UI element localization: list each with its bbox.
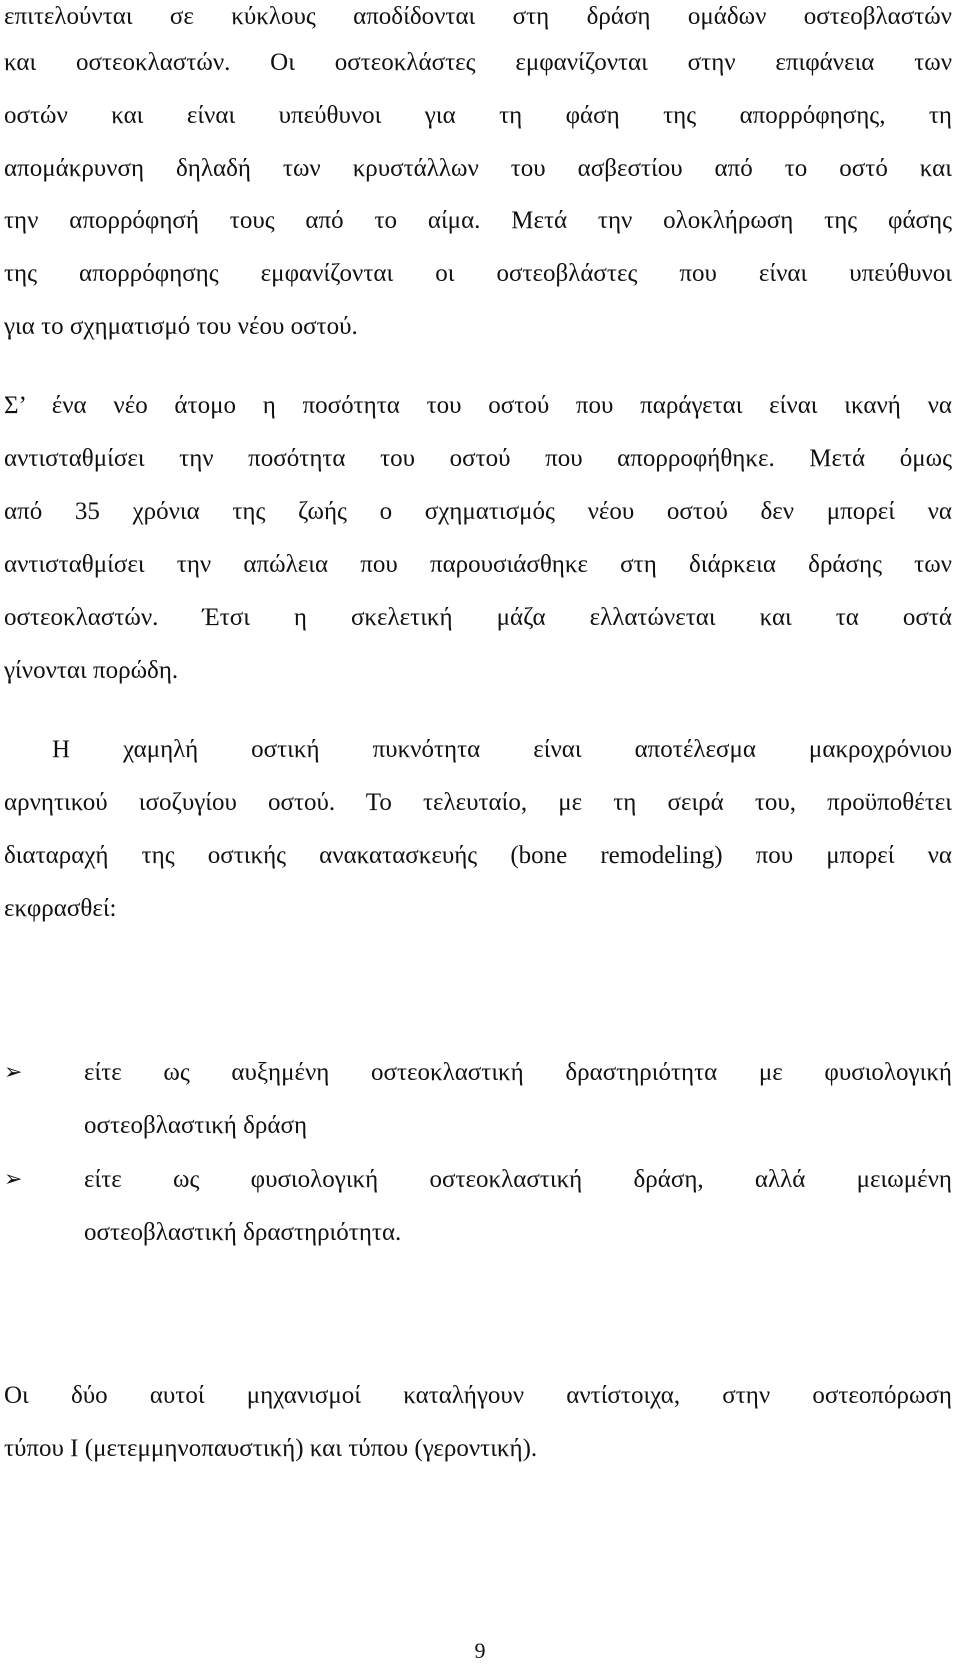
text-line: Οι δύο αυτοί μηχανισμοί καταλήγουν αντίστοιχα, στην οστεοπόρωση bbox=[4, 1382, 952, 1409]
text-line: από 35 χρόνια της ζωής ο σχηματισμός νέου οστού δεν μπορεί να bbox=[4, 498, 952, 525]
text-line: τύπου Ι (μετεμμηνοπαυστική) και τύπου (γεροντική). bbox=[4, 1435, 538, 1462]
bullet-text-line: είτε ως αυξημένη οστεοκλαστική δραστηριότητα με φυσιολογική bbox=[84, 1059, 952, 1086]
bullet-text-line: είτε ως φυσιολογική οστεοκλαστική δράση, αλλά μειωμένη bbox=[84, 1166, 952, 1193]
text-line: για το σχηματισμό του νέου οστού. bbox=[4, 313, 358, 340]
arrow-bullet-icon: ➢ bbox=[4, 1060, 23, 1085]
text-line: αρνητικού ισοζυγίου οστού. Το τελευταίο, με τη σειρά του, προϋποθέτει bbox=[4, 789, 952, 816]
text-line: και οστεοκλαστών. Οι οστεοκλάστες εμφανίζονται στην επιφάνεια των bbox=[4, 49, 952, 76]
text-line: γίνονται πορώδη. bbox=[4, 657, 179, 684]
text-line: αντισταθμίσει την ποσότητα του οστού που απορροφήθηκε. Μετά όμως bbox=[4, 445, 952, 472]
text-line: απομάκρυνση δηλαδή των κρυστάλλων του ασβεστίου από το οστό και bbox=[4, 155, 952, 182]
bullet-text-line: οστεοβλαστική δράση bbox=[84, 1112, 308, 1139]
text-line: επιτελούνται σε κύκλους αποδίδονται στη δράση ομάδων οστεοβλαστών bbox=[4, 3, 952, 30]
text-line: της απορρόφησης εμφανίζονται οι οστεοβλάστες που είναι υπεύθυνοι bbox=[4, 260, 952, 287]
text-line: αντισταθμίσει την απώλεια που παρουσιάσθηκε στη διάρκεια δράσης των bbox=[4, 551, 952, 578]
text-line: Η χαμηλή οστική πυκνότητα είναι αποτέλεσμα μακροχρόνιου bbox=[52, 736, 952, 763]
text-line: Σ’ ένα νέο άτομο η ποσότητα του οστού που παράγεται είναι ικανή να bbox=[4, 392, 952, 419]
text-line: εκφρασθεί: bbox=[4, 895, 117, 922]
bullet-text-line: οστεοβλαστική δραστηριότητα. bbox=[84, 1219, 402, 1246]
text-line: διαταραχή της οστικής ανακατασκευής (bone remodeling) που μπορεί να bbox=[4, 842, 952, 869]
text-line: οστών και είναι υπεύθυνοι για τη φάση της απορρόφησης, τη bbox=[4, 102, 952, 129]
page-number: 9 bbox=[474, 1638, 486, 1663]
text-line: οστεοκλαστών. Έτσι η σκελετική μάζα ελλατώνεται και τα οστά bbox=[4, 604, 952, 631]
text-line: την απορρόφησή τους από το αίμα. Μετά την ολοκλήρωση της φάσης bbox=[4, 207, 952, 234]
arrow-bullet-icon: ➢ bbox=[4, 1167, 23, 1192]
